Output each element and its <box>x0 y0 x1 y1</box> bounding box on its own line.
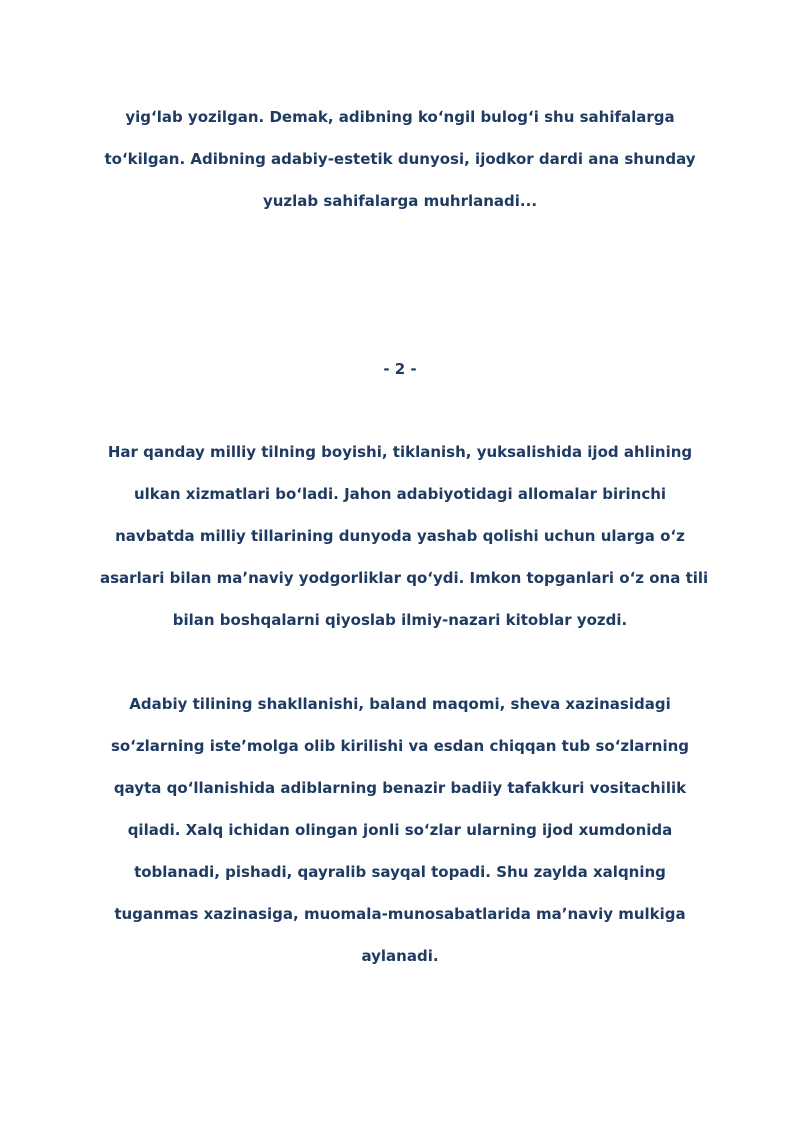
paragraph-1 <box>100 431 709 641</box>
page-number-text: - 2 - <box>383 360 417 378</box>
text-line: navbatda milliy tillarining dunyoda yashab qolishi uchun ularga oʻz <box>115 527 685 545</box>
text-line: soʻzlarning isteʼmolga olib kirilishi va esdan chiqqan tub soʻzlarning <box>110 737 690 755</box>
text-line: toʻkilgan. Adibning adabiy-estetik dunyosi, ijodkor dardi ana shunday <box>104 150 696 168</box>
text-line: qayta qoʻllanishida adiblarning benazir badiiy tafakkuri vositachilik <box>113 779 687 797</box>
text-line: asarlari bilan maʼnaviy yodgorliklar qoʻydi. Imkon topganlari oʻz ona tili <box>100 569 709 587</box>
paragraph-2 <box>100 683 700 977</box>
intro-paragraph <box>100 96 700 222</box>
text-line: tuganmas xazinasiga, muomala-munosabatlarida maʼnaviy mulkiga <box>114 905 686 923</box>
text-line: toblanadi, pishadi, qayralib sayqal topadi. Shu zaylda xalqning <box>134 863 666 881</box>
text-line: aylanadi. <box>361 947 439 965</box>
text-line: Har qanday milliy tilning boyishi, tiklanish, yuksalishida ijod ahlining <box>107 443 693 461</box>
page-number <box>100 348 700 390</box>
text-line: yigʻlab yozilgan. Demak, adibning koʻngil bulogʻi shu sahifalarga <box>125 108 675 126</box>
text-line: bilan boshqalarni qiyoslab ilmiy-nazari kitoblar yozdi. <box>172 611 628 629</box>
text-line: yuzlab sahifalarga muhrlanadi... <box>262 192 538 210</box>
text-line: Adabiy tilining shakllanishi, baland maqomi, sheva xazinasidagi <box>129 695 671 713</box>
text-line: qiladi. Xalq ichidan olingan jonli soʻzlar ularning ijod xumdonida <box>127 821 673 839</box>
text-line: ulkan xizmatlari boʻladi. Jahon adabiyotidagi allomalar birinchi <box>133 485 667 503</box>
